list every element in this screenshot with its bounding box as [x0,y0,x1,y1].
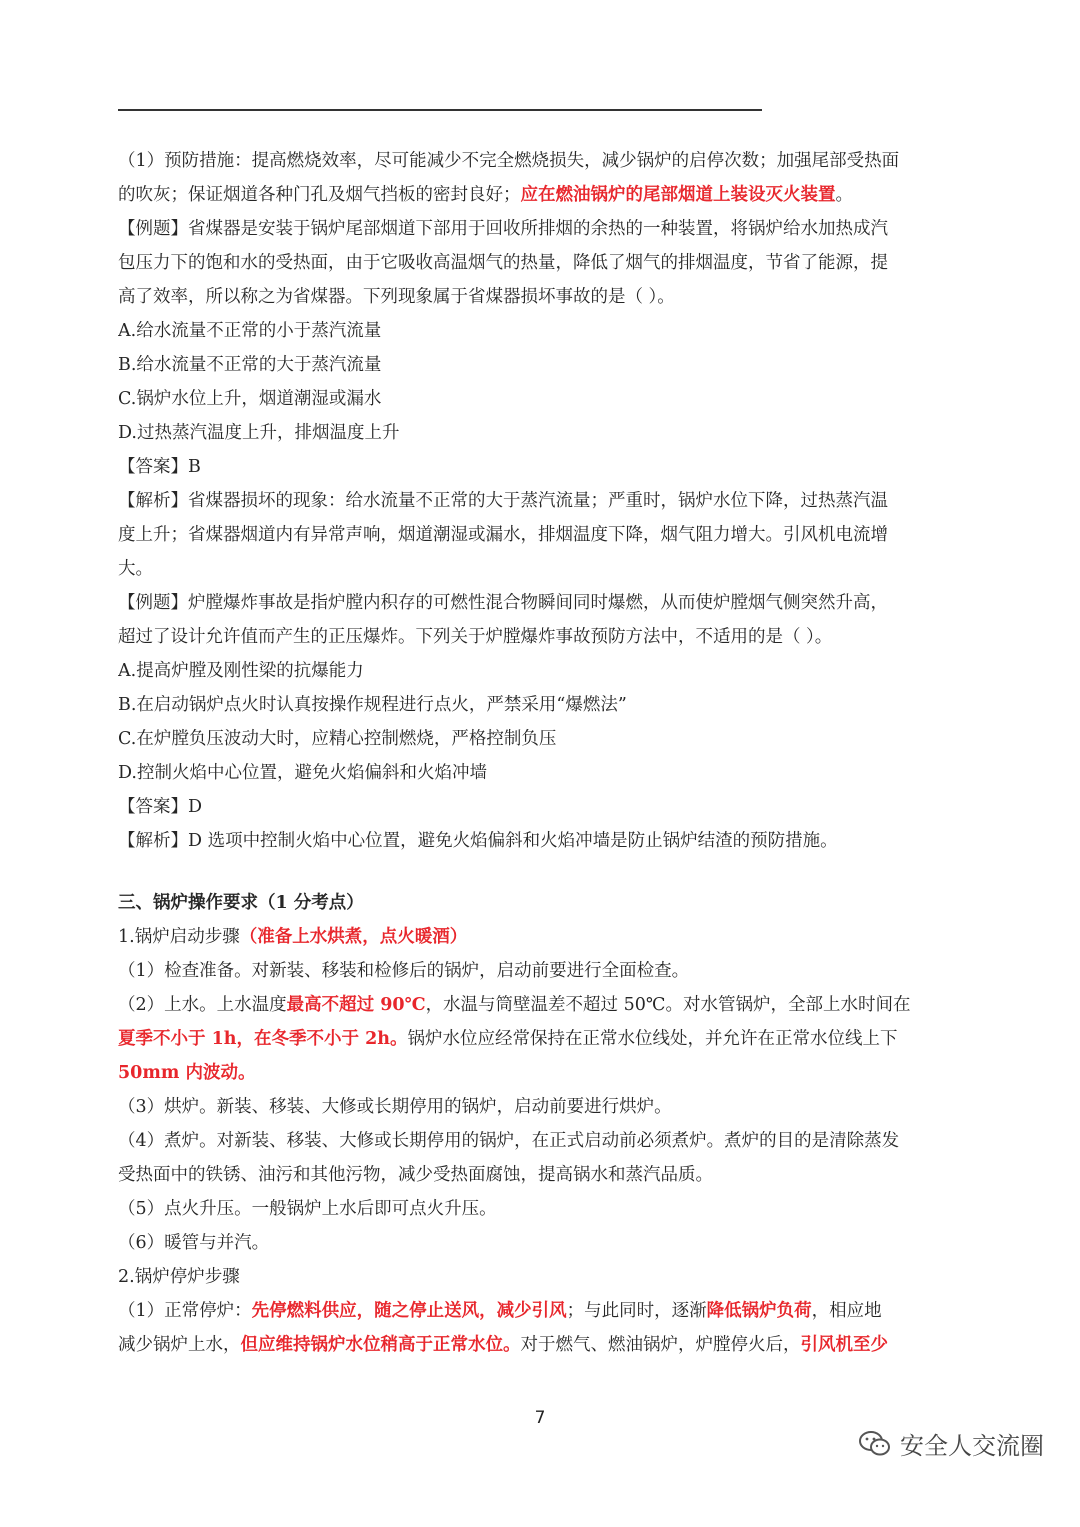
page-number: 7 [534,1408,546,1428]
highlight-text: （准备上水烘煮，点火暖酒） [239,927,468,947]
highlight-text: 但应维持锅炉水位稍高于正常水位。 [240,1335,521,1355]
text-line [118,450,960,484]
text-segment: （3）烘炉。新装、移装、大修或长期停用的锅炉，启动前要进行烘炉。 [118,1097,672,1117]
text-segment: 高了效率，所以称之为省煤器。下列现象属于省煤器损坏事故的是（ ）。 [118,287,675,307]
text-segment: C.在炉膛负压波动大时，应精心控制燃烧，严格控制负压 [118,729,557,749]
text-segment: （5）点火升压。一般锅炉上水后即可点火升压。 [118,1199,497,1219]
text-segment: （6）暖管与并汽。 [118,1233,270,1253]
highlight-text: 降低锅炉负荷 [706,1301,812,1321]
text-line [118,246,960,280]
text-line [118,586,960,620]
text-segment: 【答案】D [118,797,203,817]
text-line [118,484,960,518]
section-heading: 三、锅炉操作要求（1 分考点） [118,893,364,913]
text-line [118,144,960,178]
highlight-text: 50mm 内波动。 [118,1063,256,1083]
text-line [118,518,960,552]
text-segment: B.在启动锅炉点火时认真按操作规程进行点火，严禁采用“爆燃法” [118,695,627,715]
text-line [118,688,960,722]
text-segment: 【答案】B [118,457,201,477]
highlight-text: 最高不超过 90℃ [286,995,426,1015]
text-segment: D.控制火焰中心位置，避免火焰偏斜和火焰冲墙 [118,763,487,783]
text-line [118,654,960,688]
header-rule [118,109,762,111]
text-segment: 大。 [118,559,153,579]
text-segment: ；与此同时，逐渐 [566,1301,707,1321]
text-line [118,954,960,988]
text-line [118,1090,960,1124]
text-segment: B.给水流量不正常的大于蒸汽流量 [118,355,382,375]
text-line [118,314,960,348]
text-segment: 受热面中的铁锈、油污和其他污物，减少受热面腐蚀，提高锅水和蒸汽品质。 [118,1165,713,1185]
text-line [118,886,960,920]
text-segment: （1）预防措施：提高燃烧效率，尽可能减少不完全燃烧损失，减少锅炉的启停次数；加强尾部受热面 [118,151,900,171]
highlight-text: 应在燃油锅炉的尾部烟道上装设灭火装置 [520,185,836,205]
highlight-text: 引风机至少 [800,1335,888,1355]
text-line [118,1260,960,1294]
watermark-text: 安全人交流圈 [900,1432,1044,1460]
text-line [118,1022,960,1056]
text-line [118,1056,960,1090]
text-line [118,178,960,212]
document-body [118,144,960,1362]
text-line [118,382,960,416]
text-line [118,1294,960,1328]
text-segment: ，相应地 [811,1301,882,1321]
text-segment: 【解析】D 选项中控制火焰中心位置，避免火焰偏斜和火焰冲墙是防止锅炉结渣的预防措施。 [118,831,838,851]
text-line [118,988,960,1022]
text-segment: （1）检查准备。对新装、移装和检修后的锅炉，启动前要进行全面检查。 [118,961,690,981]
text-segment: 。 [835,185,853,205]
text-segment: 的吹灰；保证烟道各种门孔及烟气挡板的密封良好； [118,185,521,205]
text-segment: 减少锅炉上水， [118,1335,241,1355]
section-gap [118,858,960,886]
text-line [118,790,960,824]
text-segment: 【例题】省煤器是安装于锅炉尾部烟道下部用于回收所排烟的余热的一种装置，将锅炉给水加热成汽 [118,219,888,239]
text-segment: 超过了设计允许值而产生的正压爆炸。下列关于炉膛爆炸事故预防方法中，不适用的是（ ）。 [118,627,833,647]
text-segment: 度上升；省煤器烟道内有异常声响，烟道潮湿或漏水，排烟温度下降，烟气阻力增大。引风机电流增 [118,525,888,545]
text-line [118,416,960,450]
text-line [118,756,960,790]
text-line [118,280,960,314]
text-line [118,1192,960,1226]
highlight-text: 先停燃料供应，随之停止送风，减少引风 [251,1301,567,1321]
text-line [118,348,960,382]
text-segment: 包压力下的饱和水的受热面，由于它吸收高温烟气的热量，降低了烟气的排烟温度，节省了能源，提 [118,253,888,273]
text-line [118,722,960,756]
text-segment: （4）煮炉。对新装、移装、大修或长期停用的锅炉，在正式启动前必须煮炉。煮炉的目的是清除蒸发 [118,1131,900,1151]
text-segment: ，水温与筒壁温差不超过 50℃。对水管锅炉，全部上水时间在 [425,995,911,1015]
text-segment: 【例题】炉膛爆炸事故是指炉膛内积存的可燃性混合物瞬间同时爆燃，从而使炉膛烟气侧突然升高， [118,593,888,613]
text-line [118,1124,960,1158]
text-line [118,920,960,954]
text-line [118,1328,960,1362]
highlight-text: 夏季不小于 1h，在冬季不小于 2h。 [118,1029,408,1049]
text-segment: A.给水流量不正常的小于蒸汽流量 [118,321,382,341]
wechat-icon [858,1429,892,1459]
watermark [858,1426,1044,1461]
text-segment: C.锅炉水位上升，烟道潮湿或漏水 [118,389,382,409]
text-segment: 锅炉水位应经常保持在正常水位线处，并允许在正常水位线上下 [407,1029,898,1049]
text-line [118,620,960,654]
text-segment: （1）正常停炉： [118,1301,252,1321]
text-line [118,212,960,246]
text-segment: A.提高炉膛及刚性梁的抗爆能力 [118,661,364,681]
text-line [118,1226,960,1260]
text-segment: （2）上水。上水温度 [118,995,287,1015]
text-segment: 1.锅炉启动步骤 [118,927,240,947]
text-segment: D.过热蒸汽温度上升，排烟温度上升 [118,423,400,443]
text-line [118,824,960,858]
text-line [118,1158,960,1192]
text-segment: 对于燃气、燃油锅炉，炉膛停火后， [520,1335,801,1355]
text-segment: 【解析】省煤器损坏的现象：给水流量不正常的大于蒸汽流量；严重时，锅炉水位下降，过热蒸汽温 [118,491,888,511]
text-line [118,552,960,586]
text-segment: 2.锅炉停炉步骤 [118,1267,240,1287]
